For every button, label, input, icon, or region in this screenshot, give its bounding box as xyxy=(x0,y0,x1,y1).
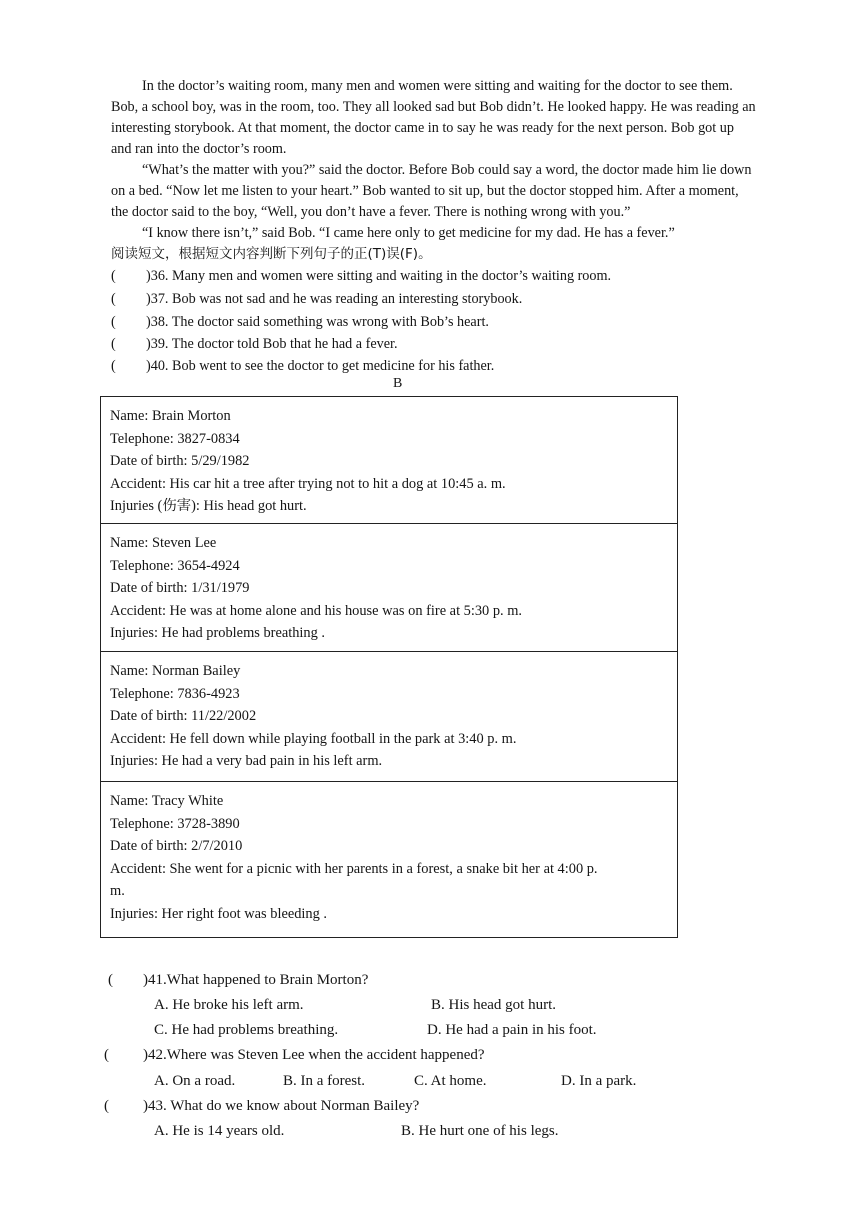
passage-line: Bob, a school boy, was in the room, too. They all looked sad but Bob didn’t. He looked happy. He was reading an xyxy=(111,99,756,115)
question-stem: )41.What happened to Brain Morton? xyxy=(143,972,369,988)
record-dob: Date of birth: 2/7/2010 xyxy=(110,838,243,854)
record-card xyxy=(101,652,677,782)
record-injuries: Injuries: Her right foot was bleeding . xyxy=(110,905,328,922)
record-accident: Accident: He fell down while playing football in the park at 3:40 p. m. xyxy=(110,730,517,747)
option-a: A. On a road. xyxy=(154,1073,236,1089)
answer-blank[interactable]: ( xyxy=(111,314,116,330)
record-injuries: Injuries (伤害): His head got hurt. xyxy=(110,498,307,514)
section-b-label: B xyxy=(393,376,403,391)
answer-blank[interactable]: ( xyxy=(108,972,113,988)
passage-line: In the doctor’s waiting room, many men and women were sitting and waiting for the doctor to see them. xyxy=(142,78,733,94)
answer-blank[interactable]: ( xyxy=(111,268,116,284)
record-dob: Date of birth: 5/29/1982 xyxy=(110,453,250,469)
record-telephone: Telephone: 3728-3890 xyxy=(110,815,240,832)
instruction: 阅读短文，根据短文内容判断下列句子的正(T)误(F)。 xyxy=(111,246,432,262)
record-injuries: Injuries: He had problems breathing . xyxy=(110,625,326,641)
record-name: Name: Steven Lee xyxy=(110,535,217,551)
record-telephone: Telephone: 3654-4924 xyxy=(110,557,240,574)
option-d: D. In a park. xyxy=(561,1073,637,1089)
passage-line: “What’s the matter with you?” said the doctor. Before Bob could say a word, the doctor made him lie down xyxy=(142,162,752,178)
record-card xyxy=(101,524,677,652)
passage-line: and ran into the doctor’s room. xyxy=(111,141,287,157)
option-d: D. He had a pain in his foot. xyxy=(427,1022,597,1038)
record-accident-continued: m. xyxy=(110,883,125,899)
passage-line: the doctor said to the boy, “Well, you don’t have a fever. There is nothing wrong with you.” xyxy=(111,204,631,220)
record-dob: Date of birth: 11/22/2002 xyxy=(110,708,257,724)
option-b: B. His head got hurt. xyxy=(431,997,556,1013)
answer-blank[interactable]: ( xyxy=(104,1047,109,1063)
record-injuries: Injuries: He had a very bad pain in his left arm. xyxy=(110,753,383,769)
answer-blank[interactable]: ( xyxy=(111,358,116,374)
record-telephone: Telephone: 7836-4923 xyxy=(110,685,240,702)
question-text: )39. The doctor told Bob that he had a fever. xyxy=(146,336,398,352)
record-accident: Accident: He was at home alone and his house was on fire at 5:30 p. m. xyxy=(110,602,523,619)
answer-blank[interactable]: ( xyxy=(104,1098,109,1114)
option-b: B. He hurt one of his legs. xyxy=(401,1123,559,1139)
option-a: A. He broke his left arm. xyxy=(154,997,304,1013)
question-stem: )42.Where was Steven Lee when the accident happened? xyxy=(143,1047,485,1063)
question-text: )37. Bob was not sad and he was reading an interesting storybook. xyxy=(146,291,523,307)
answer-blank[interactable]: ( xyxy=(111,291,116,307)
option-b: B. In a forest. xyxy=(283,1073,366,1089)
record-name: Name: Norman Bailey xyxy=(110,663,241,679)
record-dob: Date of birth: 1/31/1979 xyxy=(110,580,250,596)
accident-records-table xyxy=(100,396,678,938)
question-text: )40. Bob went to see the doctor to get medicine for his father. xyxy=(146,358,495,374)
record-name: Name: Tracy White xyxy=(110,793,224,809)
question-text: )36. Many men and women were sitting and waiting in the doctor’s waiting room. xyxy=(146,268,612,284)
record-card xyxy=(101,782,677,937)
record-card xyxy=(101,397,677,524)
record-telephone: Telephone: 3827-0834 xyxy=(110,430,240,447)
answer-blank[interactable]: ( xyxy=(111,336,116,352)
record-accident: Accident: She went for a picnic with her parents in a forest, a snake bit her at 4:00 p. xyxy=(110,860,598,877)
question-text: )38. The doctor said something was wrong with Bob’s heart. xyxy=(146,314,489,330)
record-accident: Accident: His car hit a tree after trying not to hit a dog at 10:45 a. m. xyxy=(110,475,506,492)
option-c: C. He had problems breathing. xyxy=(154,1022,339,1038)
record-name: Name: Brain Morton xyxy=(110,408,231,424)
option-c: C. At home. xyxy=(414,1073,487,1089)
passage-line: interesting storybook. At that moment, the doctor came in to say he was ready for the next person. Bob got up xyxy=(111,120,734,136)
passage-line: on a bed. “Now let me listen to your heart.” Bob wanted to sit up, but the doctor stopped him. After a moment, xyxy=(111,183,739,199)
option-a: A. He is 14 years old. xyxy=(154,1123,285,1139)
question-stem: )43. What do we know about Norman Bailey? xyxy=(143,1098,420,1114)
passage-line: “I know there isn’t,” said Bob. “I came here only to get medicine for my dad. He has a fever.” xyxy=(142,225,675,241)
